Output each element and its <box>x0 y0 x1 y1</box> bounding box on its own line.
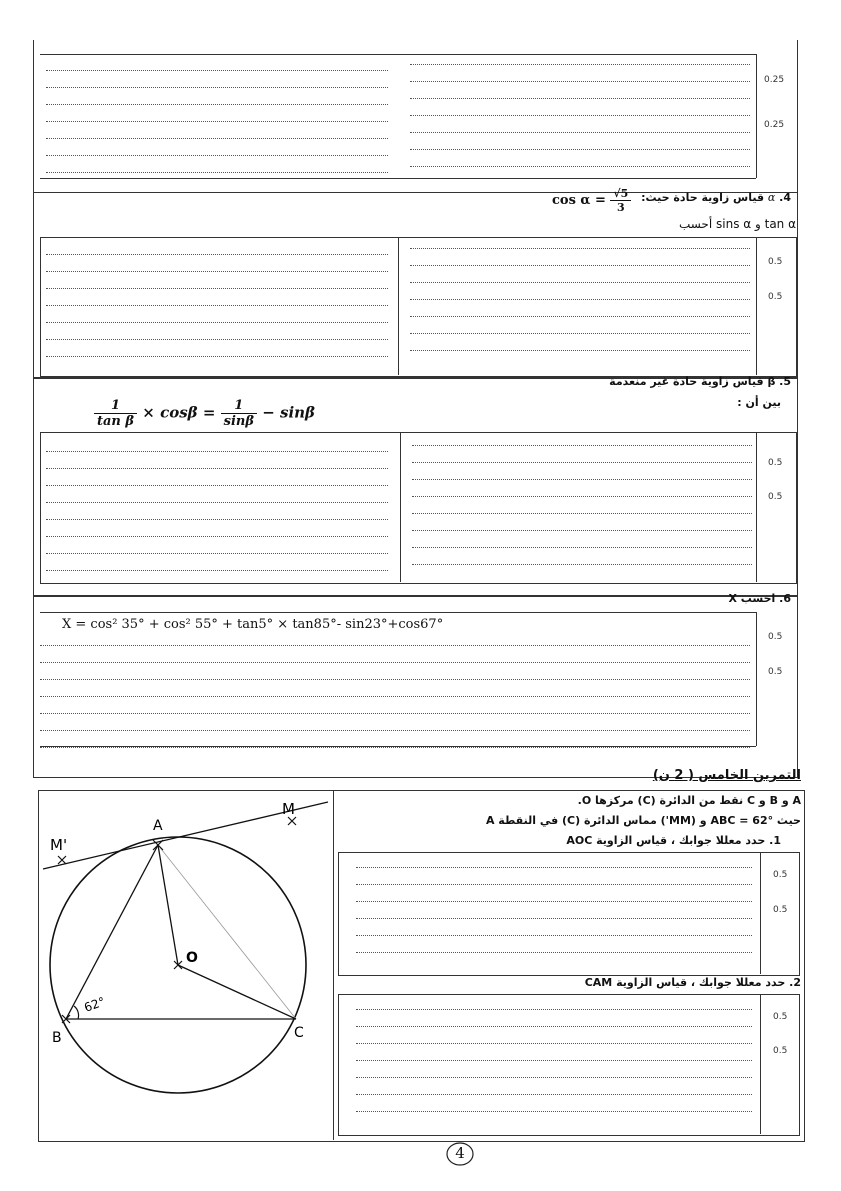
label-mprime: M' <box>50 836 68 854</box>
answer-line[interactable] <box>412 530 752 531</box>
answer-line[interactable] <box>46 70 388 71</box>
answer-line[interactable] <box>46 172 388 173</box>
answer-line[interactable] <box>412 479 752 480</box>
answer-line[interactable] <box>410 333 750 334</box>
answer-line[interactable] <box>46 451 388 452</box>
q6-score-divider <box>756 612 757 746</box>
answer-line[interactable] <box>356 1060 752 1061</box>
q6-statement <box>491 592 791 605</box>
answer-line[interactable] <box>356 952 752 953</box>
answer-line[interactable] <box>356 1043 752 1044</box>
answer-line[interactable] <box>410 350 750 351</box>
answer-line[interactable] <box>46 356 388 357</box>
answer-line[interactable] <box>356 935 752 936</box>
label-c: C <box>294 1025 304 1041</box>
segment-ao <box>158 845 178 965</box>
answer-line[interactable] <box>46 570 388 571</box>
q5-formula-tail: − sinβ <box>262 403 316 422</box>
q6-number: 6. <box>779 592 791 605</box>
q5-statement-line <box>391 375 791 388</box>
score-label: 0.5 <box>773 905 788 915</box>
q5-prove: بين أن : <box>737 396 781 409</box>
q5-2-score-divider <box>760 994 761 1134</box>
score-label: 0.5 <box>768 292 783 302</box>
section1-bottom-rule <box>40 178 756 179</box>
answer-line[interactable] <box>46 271 388 272</box>
answer-line[interactable] <box>46 553 388 554</box>
q4-formula-lhs: cos α = <box>552 193 606 208</box>
answer-line[interactable] <box>46 502 388 503</box>
answer-line[interactable] <box>46 121 388 122</box>
answer-line[interactable] <box>46 485 388 486</box>
exercise5-line2: حيث ABC = 62° و (MM') مماس الدائرة (C) في النقطة A <box>485 814 801 827</box>
q6-instruction: احسب X <box>728 592 776 605</box>
answer-line[interactable] <box>46 254 388 255</box>
q4-condition: قياس زاوية حادة حيث: <box>641 191 765 204</box>
answer-line[interactable] <box>46 138 388 139</box>
label-a: A <box>153 818 163 834</box>
q4-formula-den: 3 <box>617 201 625 214</box>
angle-arc-b <box>74 1006 79 1019</box>
answer-line[interactable] <box>46 468 388 469</box>
answer-line[interactable] <box>412 496 752 497</box>
mark-mprime <box>58 856 66 864</box>
angle-label: 62° <box>82 994 108 1015</box>
q5-2-answer-box <box>338 994 800 1136</box>
score-label: 0.5 <box>768 667 783 677</box>
q5-formula-mid: × cosβ = <box>142 403 216 422</box>
score-label: 0.5 <box>773 870 788 880</box>
answer-line[interactable] <box>40 730 750 731</box>
section1-score-divider <box>756 54 757 178</box>
answer-line[interactable] <box>46 87 388 88</box>
answer-line[interactable] <box>356 867 752 868</box>
q4-score-divider <box>756 237 757 375</box>
q5-f1-num: 1 <box>94 398 137 414</box>
answer-line[interactable] <box>40 645 750 646</box>
q4-instruction: tan α و sins α أحسب <box>678 217 796 231</box>
q5-number: 5. <box>779 375 791 388</box>
answer-line[interactable] <box>410 132 750 133</box>
label-m: M <box>282 800 295 818</box>
answer-line[interactable] <box>412 462 752 463</box>
answer-line[interactable] <box>412 564 752 565</box>
score-label: 0.5 <box>773 1012 788 1022</box>
q5-statement: β قياس زاوية حادة غير منعدمة <box>609 375 776 388</box>
segment-ac <box>158 845 296 1019</box>
q4-formula-num: √5 <box>610 187 631 201</box>
answer-line[interactable] <box>410 115 750 116</box>
answer-line[interactable] <box>40 696 750 697</box>
answer-line[interactable] <box>356 884 752 885</box>
score-label: 0.25 <box>764 75 785 85</box>
answer-line[interactable] <box>46 104 388 105</box>
exercise5-title: التمرين الخامس ( 2 ن) <box>652 768 801 783</box>
answer-line[interactable] <box>356 1009 752 1010</box>
answer-line[interactable] <box>356 918 752 919</box>
exercise5-line1: A و B و C نقط من الدائرة (C) مركزها O. <box>577 794 801 807</box>
q5-column-divider <box>400 432 401 582</box>
answer-line[interactable] <box>46 536 388 537</box>
answer-line[interactable] <box>46 155 388 156</box>
answer-line[interactable] <box>40 679 750 680</box>
answer-line[interactable] <box>356 1094 752 1095</box>
answer-line[interactable] <box>46 288 388 289</box>
answer-line[interactable] <box>46 519 388 520</box>
answer-line[interactable] <box>40 747 750 748</box>
q5-f2-num: 1 <box>221 398 257 414</box>
q5-1-score-divider <box>760 852 761 974</box>
label-o: O <box>186 950 198 966</box>
exercise5-q1: 1. حدد معللا جوابك ، قياس الزاوية AOC <box>566 834 781 847</box>
score-label: 0.25 <box>764 120 785 130</box>
answer-line[interactable] <box>412 547 752 548</box>
page-number: 4 <box>455 1144 465 1162</box>
score-label: 0.5 <box>768 492 783 502</box>
score-label: 0.5 <box>768 458 783 468</box>
answer-line[interactable] <box>412 445 752 446</box>
q6-expression: X = cos² 35° + cos² 55° + tan5° × tan85°- sin23°+cos67° <box>62 617 444 632</box>
answer-line[interactable] <box>410 149 750 150</box>
q4-number: 4. <box>779 191 791 204</box>
answer-line[interactable] <box>40 713 750 714</box>
section1-top-rule <box>40 54 756 55</box>
q5-f2-den: sinβ <box>223 414 254 429</box>
mark-m <box>288 817 296 825</box>
segment-oc <box>178 965 296 1019</box>
q4-alpha: α <box>767 191 776 204</box>
q5-score-divider <box>756 432 757 582</box>
answer-line[interactable] <box>410 98 750 99</box>
score-label: 0.5 <box>768 257 783 267</box>
answer-line[interactable] <box>410 64 750 65</box>
segment-ab <box>66 845 158 1019</box>
q4-formula <box>552 187 631 214</box>
answer-line[interactable] <box>410 166 750 167</box>
geometry-figure <box>38 790 333 1140</box>
q5-f1-den: tan β <box>97 414 135 429</box>
answer-line[interactable] <box>410 81 750 82</box>
q5-formula <box>94 398 315 429</box>
answer-line[interactable] <box>46 322 388 323</box>
answer-line[interactable] <box>356 901 752 902</box>
answer-line[interactable] <box>410 265 750 266</box>
answer-line[interactable] <box>40 662 750 663</box>
q5-1-answer-box <box>338 852 800 976</box>
answer-line[interactable] <box>356 1111 752 1112</box>
answer-line[interactable] <box>356 1077 752 1078</box>
score-label: 0.5 <box>773 1046 788 1056</box>
answer-line[interactable] <box>356 1026 752 1027</box>
answer-line[interactable] <box>410 282 750 283</box>
section1-frame <box>33 40 798 193</box>
q6-top-rule <box>40 612 756 613</box>
q4-column-divider <box>398 237 399 375</box>
answer-line[interactable] <box>412 513 752 514</box>
answer-line[interactable] <box>410 299 750 300</box>
answer-line[interactable] <box>410 316 750 317</box>
answer-line[interactable] <box>410 248 750 249</box>
answer-line[interactable] <box>46 339 388 340</box>
label-b: B <box>52 1030 62 1046</box>
score-label: 0.5 <box>768 632 783 642</box>
q5-answer-box <box>40 432 797 584</box>
exercise5-figure-divider <box>333 790 334 1140</box>
exercise5-q2: 2. حدد معللا جوابك ، قياس الزاوية CAM <box>584 976 801 989</box>
answer-line[interactable] <box>46 305 388 306</box>
